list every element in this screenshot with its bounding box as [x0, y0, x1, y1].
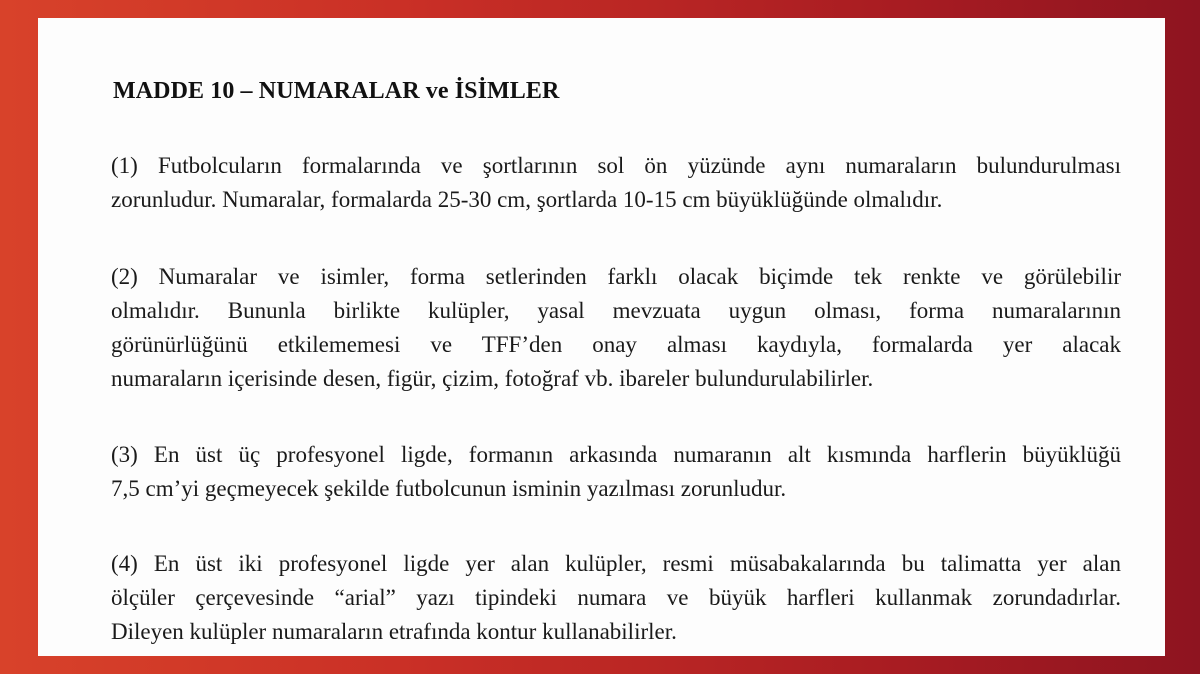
paragraph-line: numaraların içerisinde desen, figür, çizim, fotoğraf vb. ibareler bulundurulabilirler.: [111, 366, 874, 391]
article-heading: MADDE 10 – NUMARALAR ve İSİMLER: [113, 78, 560, 104]
paragraph-line: (3) En üst üç profesyonel ligde, formanın arkasında numaranın alt kısmında harflerin büyüklüğü: [111, 442, 1121, 467]
paragraph-line: (1) Futbolcuların formalarında ve şortlarının sol ön yüzünde aynı numaraların bulundurulması: [111, 153, 1121, 178]
paragraph-line: olmalıdır. Bununla birlikte kulüpler, yasal mevzuata uygun olması, forma numaralarının: [111, 298, 1121, 323]
paragraph-line: Dileyen kulüpler numaraların etrafında kontur kullanabilirler.: [111, 619, 677, 644]
paragraph-line: zorunludur. Numaralar, formalarda 25-30 cm, şortlarda 10-15 cm büyüklüğünde olmalıdır.: [111, 187, 943, 212]
paragraph-line: ölçüler çerçevesinde “arial” yazı tipindeki numara ve büyük harfleri kullanmak zorundadırlar.: [111, 585, 1121, 610]
paragraph-line: (2) Numaralar ve isimler, forma setlerinden farklı olacak biçimde tek renkte ve görülebilir: [111, 264, 1121, 289]
paragraph-2: [111, 260, 1121, 396]
paragraph-3: [111, 438, 1121, 506]
paragraph-4: [111, 547, 1121, 649]
paragraph-line: görünürlüğünü etkilememesi ve TFF’den onay alması kaydıyla, formalarda yer alacak: [111, 332, 1121, 357]
document-page: [38, 18, 1165, 656]
paragraph-1: [111, 149, 1121, 217]
paragraph-line: 7,5 cm’yi geçmeyecek şekilde futbolcunun isminin yazılması zorunludur.: [111, 476, 787, 501]
paragraph-line: (4) En üst iki profesyonel ligde yer alan kulüpler, resmi müsabakalarında bu talimatta yer alan: [111, 551, 1121, 576]
